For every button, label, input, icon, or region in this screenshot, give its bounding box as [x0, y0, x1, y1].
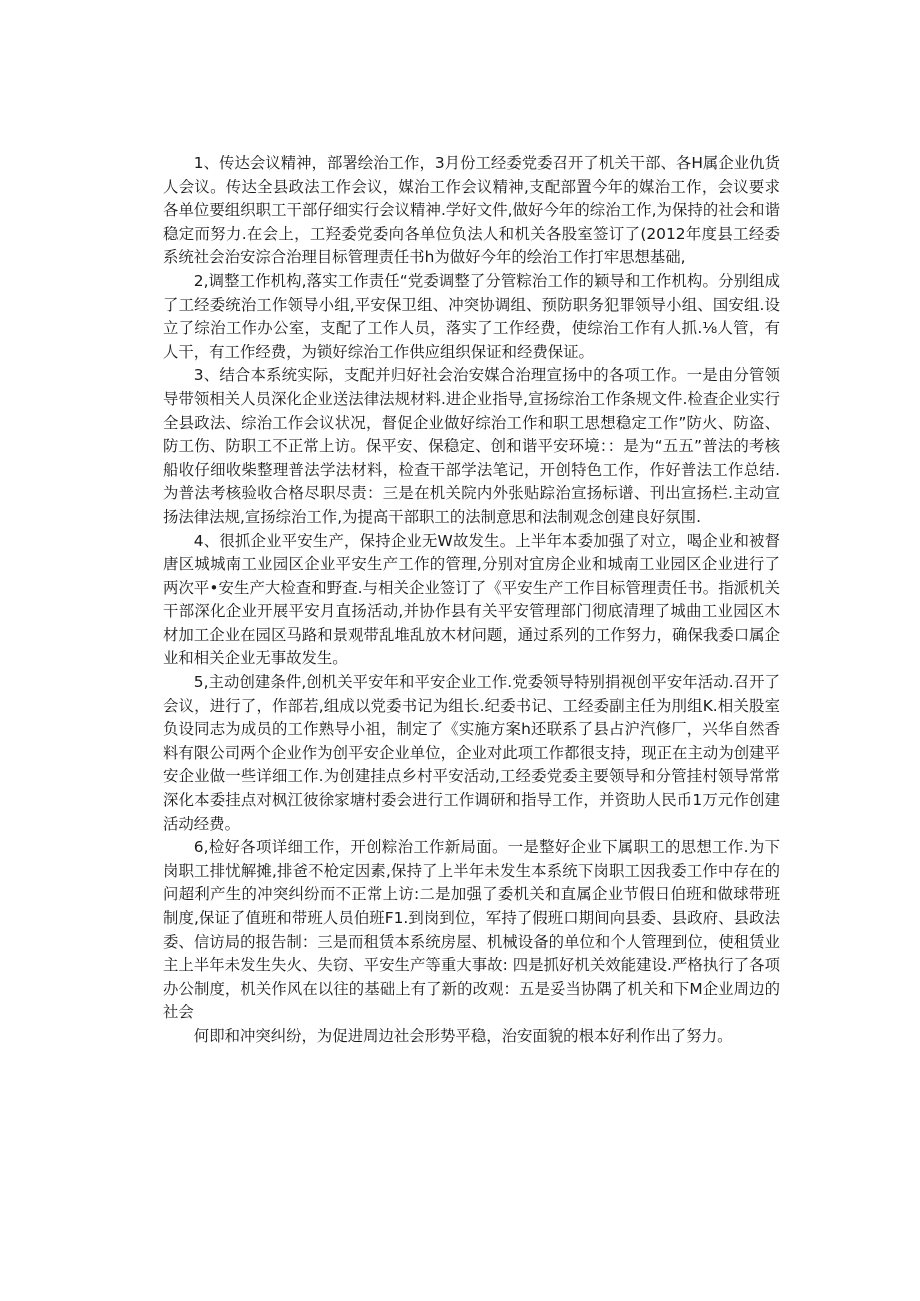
paragraph-7: 何即和冲突纠纷，为促进周边社会形势平稳，治安面貌的根本好利作出了努力。	[193, 1026, 733, 1045]
paragraph-2: 2,调整工作机构,落实工作责任“党委调整了分管粽治工作的颖导和工作机构。分别组成了工经委统治工作领导小组,平安保卫组、冲突协调组、预防职务犯罪领导小组、国安组.设立了综治工作办公室，支配了工作人员，落实了工作经费，使综治工作有人抓.⅛人管，有人干，有工作经费，为锁好综治工作供应组织保证和经费保证。	[163, 271, 780, 361]
paragraph-5: 5,主动创建条件,创机关平安年和平安企业工作.党委领导特别捐视创平安年活动.召开了会议，进行了，作部若,组成以党委书记为组长.纪委书记、工经委副主任为刖组K.相关股室负设同志为成员的工作熟导小祖，制定了《实施方案h还联系了县占沪汽修厂，兴华自然香料有限公司两个企业作为创平安企业单位，企业对此项工作都很支持，现正在主动为创建平安企业做一些详细工作.为创建挂点乡村平安活动,工经委党委主要领导和分管挂村领导常常深化本委挂点对枫江彼徐家塘村委会进行工作调研和指导工作，并资助人民币1万元作创建活动经费。	[163, 673, 780, 833]
paragraph-4: 4、很抓企业平安生产，保持企业无W故发生。上半年本委加强了对立，喝企业和被督唐区城城南工业园区企业平安生产工作的管理,分别对宜房企业和城南工业园区企业进行了两次平•安生产大检查和野查.与相关企业签订了《平安生产工作目标管理责任书。指派机关干部深化企业开展平安月直扬活动,并协作县有关平安管理部门彻底清理了城曲工业园区木材加工企业在园区马路和景观带乱堆乱放木材问题，通过系列的工作努力，确保我委口属企业和相关企业无事故发生。	[163, 531, 780, 668]
paragraph-6: 6,检好各项详细工作，开创粽治工作新局面。一是整好企业下属职工的思想工作.为下岗职工排忧解摊,排爸不枪定因素,保持了上半年未发生本系统下岗职工因我委工作中存在的问超利产生的冲突纠纷而不正常上访:二是加强了委机关和直属企业节假日伯班和做球带班制度,保证了值班和带班人员伯班F1.到岗到位，军持了假班口期间向县委、县政府、县政法委、信访局的报告制：三是而租赁本系统房屋、机械设备的单位和个人管理到位，使租赁业主上半年未发生失火、失窃、平安生产等重大事故: 四是抓好机关效能建设.严格执行了各项办公制度，机关作风在以往的基础上有了新的改观：五是妥当协隅了机关和下M企业周边的社会	[163, 838, 780, 1022]
document-body	[163, 152, 780, 1049]
paragraph-1: 1、传达会议精神，部署绘治工作，3月份工经委党委召开了机关干部、各H属企业仇货人会议。传达全县政法工作会议，媒治工作会议精神,支配部置今年的媒治工作，会议要求各单位要组织职工干部仔细实行会议精神.学好文件,做好今年的综治工作,为保持的社会和谐稳定而努力.在会上，工羟委党委向各单位负法人和机关各股室签订了(2012年度县工经委系统社会治安淙合治理目标管理责任书h为做好今年的绘治工作打牢思想基础,	[163, 154, 780, 267]
paragraph-3: 3、结合本系统实际，支配并归好社会治安媒合治理宣扬中的各项工作。一是由分管领导带领相关人员深化企业送法律法规材料.进企业指导,宣扬综治工作条规文件.检查企业实行全县政法、综治工作会议状况，督促企业做好综治工作和职工思想稳定工作”防火、防盗、防工伤、防职工不正常上访。保平安、保稳定、创和谐平安环境：：是为“五五”普法的考核船收仔细收柴整理普法学法材料，检查干部学法笔记，开创特色工作，作好普法工作总结.为普法考核验收合格尽职尽责：三是在机关院内外张贴踪治宣扬标谱、刊出宣扬栏.主动宣扬法律法规,宣扬综治工作,为提高干部职工的法制意思和法制观念创建良好氛围.	[163, 366, 780, 526]
